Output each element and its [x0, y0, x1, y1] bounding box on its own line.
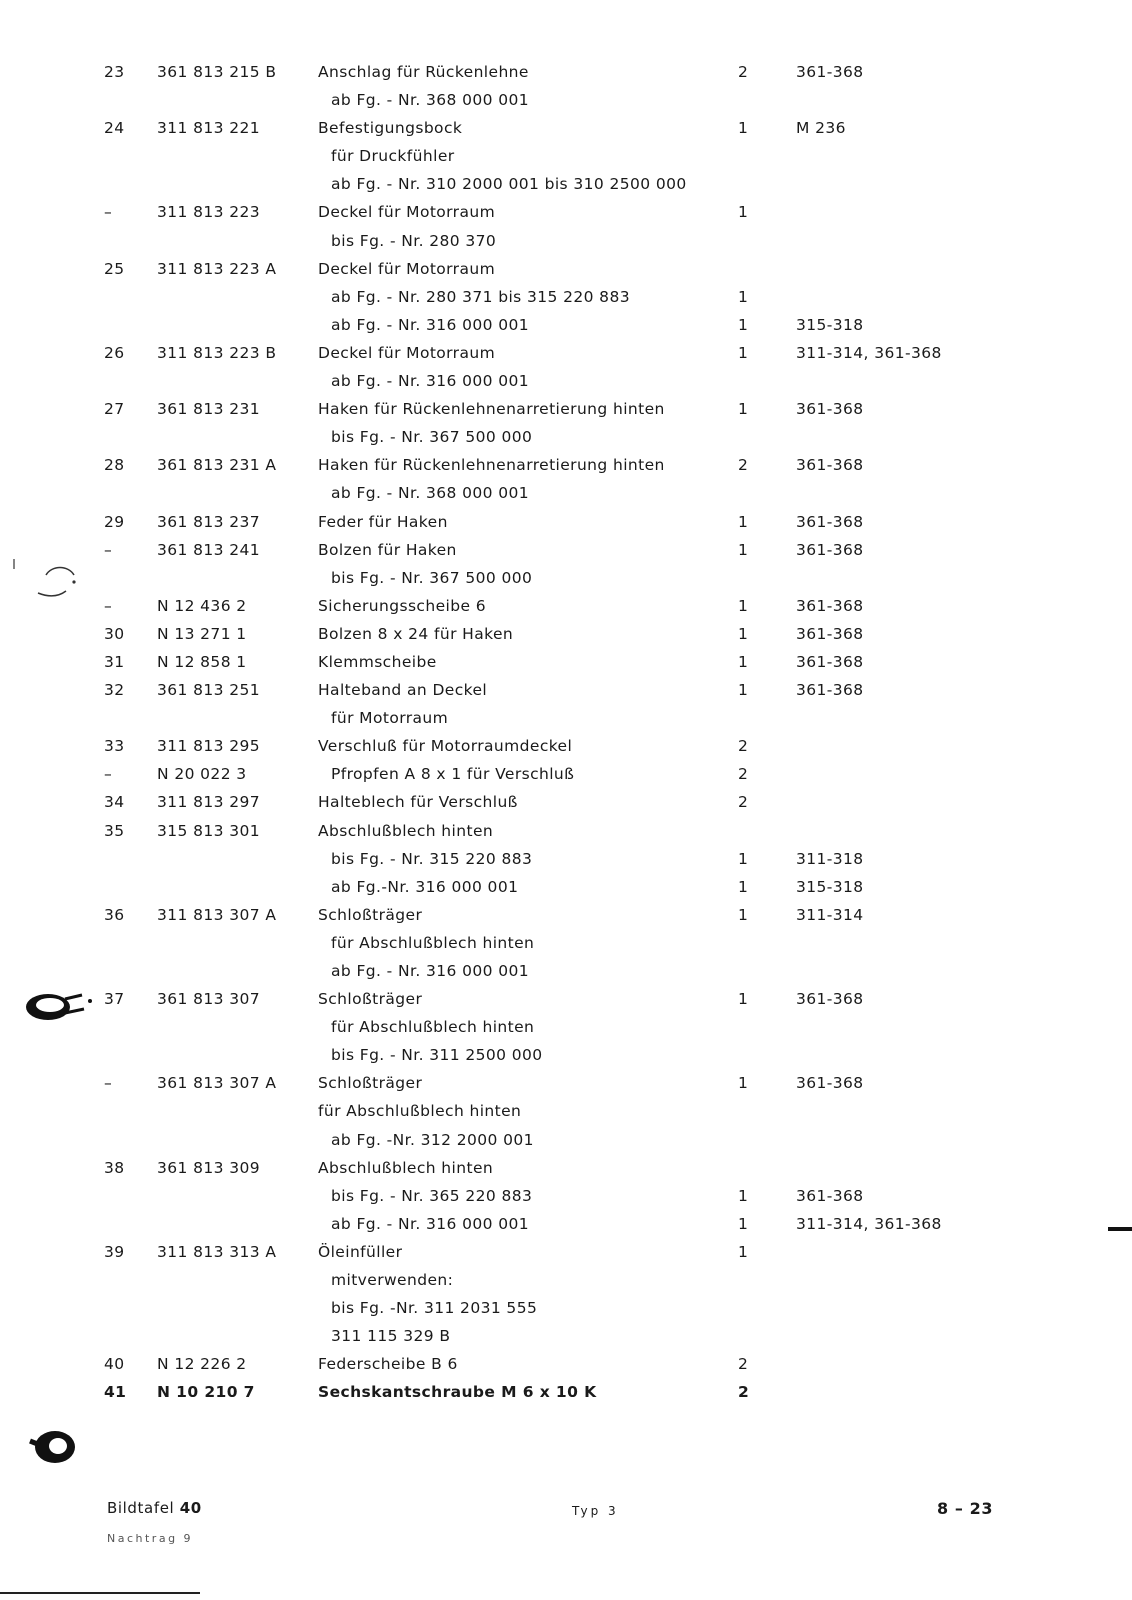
- model-remark: 361-368: [796, 990, 864, 1009]
- quantity: 2: [738, 765, 749, 784]
- part-description: Federscheibe B 6: [318, 1355, 458, 1374]
- model-remark: 361-368: [796, 652, 864, 671]
- model-remark: 361-368: [796, 681, 864, 700]
- position-number: –: [104, 596, 113, 615]
- part-number: 311 813 223: [157, 203, 261, 222]
- model-remark: 361-368: [796, 456, 864, 475]
- part-number: 311 813 307 A: [157, 905, 277, 924]
- position-number: 34: [104, 793, 125, 812]
- parts-row: [0, 676, 1132, 704]
- part-description: für Abschlußblech hinten: [331, 1018, 535, 1037]
- part-description: ab Fg. - Nr. 310 2000 001 bis 310 2500 000: [331, 175, 687, 194]
- parts-row: [0, 957, 1132, 985]
- parts-row: [0, 1210, 1132, 1238]
- parts-row: [0, 620, 1132, 648]
- part-description: bis Fg. - Nr. 365 220 883: [331, 1186, 533, 1205]
- parts-row: [0, 255, 1132, 283]
- parts-row: [0, 1378, 1132, 1406]
- quantity: 1: [738, 652, 749, 671]
- quantity: 1: [738, 990, 749, 1009]
- position-number: 36: [104, 905, 125, 924]
- parts-row: [0, 845, 1132, 873]
- page-number: 8 – 23: [937, 1499, 994, 1518]
- parts-row: [0, 732, 1132, 760]
- part-description: Halteband an Deckel: [318, 681, 488, 700]
- parts-row: [0, 929, 1132, 957]
- parts-row: [0, 479, 1132, 507]
- parts-row: [0, 142, 1132, 170]
- part-description: 311 115 329 B: [331, 1327, 451, 1346]
- part-description: ab Fg. - Nr. 280 371 bis 315 220 883: [331, 287, 630, 306]
- part-description: bis Fg. - Nr. 367 500 000: [331, 428, 533, 447]
- parts-row: [0, 423, 1132, 451]
- parts-row: [0, 760, 1132, 788]
- position-number: 35: [104, 821, 125, 840]
- part-number: 311 813 223 A: [157, 259, 277, 278]
- part-number: N 20 022 3: [157, 765, 247, 784]
- position-number: –: [104, 203, 113, 222]
- model-remark: 361-368: [796, 63, 864, 81]
- part-description: Sechskantschraube M 6 x 10 K: [318, 1383, 597, 1402]
- position-number: 27: [104, 400, 125, 419]
- position-number: 39: [104, 1242, 125, 1261]
- part-number: 361 813 231 A: [157, 456, 277, 475]
- quantity: 1: [738, 343, 749, 362]
- position-number: 41: [104, 1383, 127, 1402]
- parts-row: [0, 564, 1132, 592]
- parts-row: [0, 1126, 1132, 1154]
- quantity: 1: [738, 1186, 749, 1205]
- plate-reference: [107, 1499, 202, 1517]
- binder-hole-mark-top: [8, 555, 78, 600]
- part-description: bis Fg. - Nr. 315 220 883: [331, 849, 533, 868]
- parts-row: [0, 1069, 1132, 1097]
- position-number: 32: [104, 681, 125, 700]
- part-description: ab Fg. - Nr. 316 000 001: [331, 962, 529, 980]
- part-number: 311 813 313 A: [157, 1242, 277, 1261]
- parts-row: [0, 901, 1132, 929]
- part-description: Deckel für Motorraum: [318, 259, 496, 278]
- part-description: Öleinfüller: [318, 1242, 403, 1261]
- parts-row: [0, 1041, 1132, 1069]
- part-number: 361 813 307 A: [157, 1074, 277, 1093]
- parts-row: [0, 198, 1132, 226]
- quantity: 2: [738, 1355, 749, 1374]
- parts-row: [0, 227, 1132, 255]
- parts-row: [0, 788, 1132, 816]
- position-number: –: [104, 1074, 113, 1093]
- part-description: für Druckfühler: [331, 147, 455, 166]
- part-description: Bolzen 8 x 24 für Haken: [318, 624, 514, 643]
- parts-row: [0, 592, 1132, 620]
- parts-row: [0, 311, 1132, 339]
- quantity: 2: [738, 737, 749, 756]
- part-number: 361 813 215 B: [157, 63, 277, 81]
- part-description: Befestigungsbock: [318, 119, 463, 138]
- part-description: Abschlußblech hinten: [318, 1158, 494, 1177]
- part-number: N 12 858 1: [157, 652, 247, 671]
- quantity: 1: [738, 400, 749, 419]
- parts-row: [0, 58, 1132, 86]
- parts-row: [0, 1350, 1132, 1378]
- part-number: N 12 436 2: [157, 596, 247, 615]
- parts-row: [0, 451, 1132, 479]
- parts-row: [0, 1013, 1132, 1041]
- quantity: 1: [738, 287, 749, 306]
- part-description: bis Fg. - Nr. 280 370: [331, 231, 497, 250]
- part-number: N 12 226 2: [157, 1355, 247, 1374]
- part-description: Sicherungsscheibe 6: [318, 596, 486, 615]
- model-remark: 311-314, 361-368: [796, 343, 942, 362]
- part-description: für Abschlußblech hinten: [331, 933, 535, 952]
- part-description: Haken für Rückenlehnenarretierung hinten: [318, 456, 665, 475]
- part-description: Verschluß für Motorraumdeckel: [318, 737, 573, 756]
- model-remark: 311-314: [796, 905, 864, 924]
- quantity: 2: [738, 63, 749, 81]
- edge-dash-mark: [1108, 1227, 1132, 1231]
- part-description: Schloßträger: [318, 1074, 423, 1093]
- quantity: 1: [738, 1214, 749, 1233]
- part-description: ab Fg. - Nr. 316 000 001: [331, 372, 529, 391]
- parts-row: [0, 1182, 1132, 1210]
- binder-hole-mark-middle: [20, 985, 95, 1030]
- supplement-label: Nachtrag 9: [107, 1532, 194, 1545]
- model-remark: M 236: [796, 119, 846, 138]
- part-description: Halteblech für Verschluß: [318, 793, 518, 812]
- part-number: 361 813 231: [157, 400, 261, 419]
- model-remark: 361-368: [796, 400, 864, 419]
- part-number: N 13 271 1: [157, 624, 247, 643]
- part-description: ab Fg.-Nr. 316 000 001: [331, 877, 519, 896]
- part-description: Haken für Rückenlehnenarretierung hinten: [318, 400, 665, 419]
- model-remark: 361-368: [796, 596, 864, 615]
- parts-table: [0, 58, 1132, 1407]
- quantity: 2: [738, 456, 749, 475]
- quantity: 1: [738, 512, 749, 531]
- parts-row: [0, 1322, 1132, 1350]
- part-description: ab Fg. - Nr. 316 000 001: [331, 1214, 529, 1233]
- quantity: 1: [738, 877, 749, 896]
- parts-row: [0, 817, 1132, 845]
- plate-label: Bildtafel: [107, 1499, 175, 1517]
- model-remark: 361-368: [796, 512, 864, 531]
- part-description: mitverwenden:: [331, 1271, 454, 1290]
- quantity: 1: [738, 905, 749, 924]
- quantity: 1: [738, 681, 749, 700]
- part-description: ab Fg. - Nr. 316 000 001: [331, 315, 529, 334]
- quantity: 1: [738, 203, 749, 222]
- parts-row: [0, 367, 1132, 395]
- quantity: 1: [738, 624, 749, 643]
- model-remark: 361-368: [796, 624, 864, 643]
- parts-row: [0, 873, 1132, 901]
- plate-number: 40: [179, 1499, 202, 1517]
- part-description: Klemmscheibe: [318, 652, 437, 671]
- model-remark: 361-368: [796, 1186, 864, 1205]
- quantity: 1: [738, 596, 749, 615]
- part-description: Pfropfen A 8 x 1 für Verschluß: [331, 765, 575, 784]
- part-description: Abschlußblech hinten: [318, 821, 494, 840]
- parts-row: [0, 1294, 1132, 1322]
- model-remark: 361-368: [796, 540, 864, 559]
- parts-row: [0, 985, 1132, 1013]
- position-number: 31: [104, 652, 125, 671]
- part-description: bis Fg. -Nr. 311 2031 555: [331, 1299, 538, 1318]
- position-number: 29: [104, 512, 125, 531]
- position-number: 25: [104, 259, 125, 278]
- position-number: 26: [104, 343, 125, 362]
- part-number: N 10 210 7: [157, 1383, 255, 1402]
- position-number: 24: [104, 119, 125, 138]
- part-description: Bolzen für Haken: [318, 540, 457, 559]
- parts-row: [0, 1154, 1132, 1182]
- part-description: ab Fg. -Nr. 312 2000 001: [331, 1130, 534, 1149]
- quantity: 2: [738, 793, 749, 812]
- part-number: 311 813 295: [157, 737, 261, 756]
- part-number: 361 813 309: [157, 1158, 261, 1177]
- part-description: Anschlag für Rückenlehne: [318, 63, 529, 81]
- quantity: 2: [738, 1383, 750, 1402]
- part-description: Schloßträger: [318, 905, 423, 924]
- part-description: bis Fg. - Nr. 311 2500 000: [331, 1046, 543, 1065]
- quantity: 1: [738, 849, 749, 868]
- part-description: für Abschlußblech hinten: [318, 1102, 522, 1121]
- parts-row: [0, 704, 1132, 732]
- part-number: 311 813 297: [157, 793, 261, 812]
- quantity: 1: [738, 315, 749, 334]
- model-remark: 311-318: [796, 849, 864, 868]
- part-description: bis Fg. - Nr. 367 500 000: [331, 568, 533, 587]
- position-number: 40: [104, 1355, 125, 1374]
- position-number: 37: [104, 990, 125, 1009]
- part-number: 361 813 307: [157, 990, 261, 1009]
- binder-hole-mark-bottom: [28, 1427, 78, 1467]
- quantity: 1: [738, 540, 749, 559]
- parts-row: [0, 508, 1132, 536]
- part-number: 311 813 221: [157, 119, 261, 138]
- part-description: Schloßträger: [318, 990, 423, 1009]
- position-number: 38: [104, 1158, 125, 1177]
- position-number: –: [104, 765, 113, 784]
- model-remark: 315-318: [796, 877, 864, 896]
- parts-row: [0, 86, 1132, 114]
- quantity: 1: [738, 1242, 749, 1261]
- parts-row: [0, 339, 1132, 367]
- quantity: 1: [738, 119, 749, 138]
- quantity: 1: [738, 1074, 749, 1093]
- part-description: Feder für Haken: [318, 512, 448, 531]
- parts-row: [0, 395, 1132, 423]
- model-type: Typ 3: [572, 1504, 619, 1518]
- parts-row: [0, 1238, 1132, 1266]
- part-description: Deckel für Motorraum: [318, 343, 496, 362]
- parts-row: [0, 1097, 1132, 1125]
- model-remark: 315-318: [796, 315, 864, 334]
- part-number: 361 813 237: [157, 512, 261, 531]
- model-remark: 361-368: [796, 1074, 864, 1093]
- position-number: 28: [104, 456, 125, 475]
- model-remark: 311-314, 361-368: [796, 1214, 942, 1233]
- position-number: –: [104, 540, 113, 559]
- part-description: Deckel für Motorraum: [318, 203, 496, 222]
- part-description: ab Fg. - Nr. 368 000 001: [331, 91, 529, 110]
- parts-row: [0, 170, 1132, 198]
- position-number: 30: [104, 624, 125, 643]
- parts-row: [0, 283, 1132, 311]
- part-description: ab Fg. - Nr. 368 000 001: [331, 484, 529, 503]
- part-number: 361 813 241: [157, 540, 261, 559]
- part-number: 361 813 251: [157, 681, 261, 700]
- position-number: 33: [104, 737, 125, 756]
- part-number: 315 813 301: [157, 821, 261, 840]
- part-number: 311 813 223 B: [157, 343, 277, 362]
- part-description: für Motorraum: [331, 709, 449, 728]
- parts-row: [0, 536, 1132, 564]
- parts-row: [0, 648, 1132, 676]
- position-number: 23: [104, 63, 125, 81]
- parts-row: [0, 114, 1132, 142]
- bottom-edge-line: [0, 1592, 200, 1594]
- parts-row: [0, 1266, 1132, 1294]
